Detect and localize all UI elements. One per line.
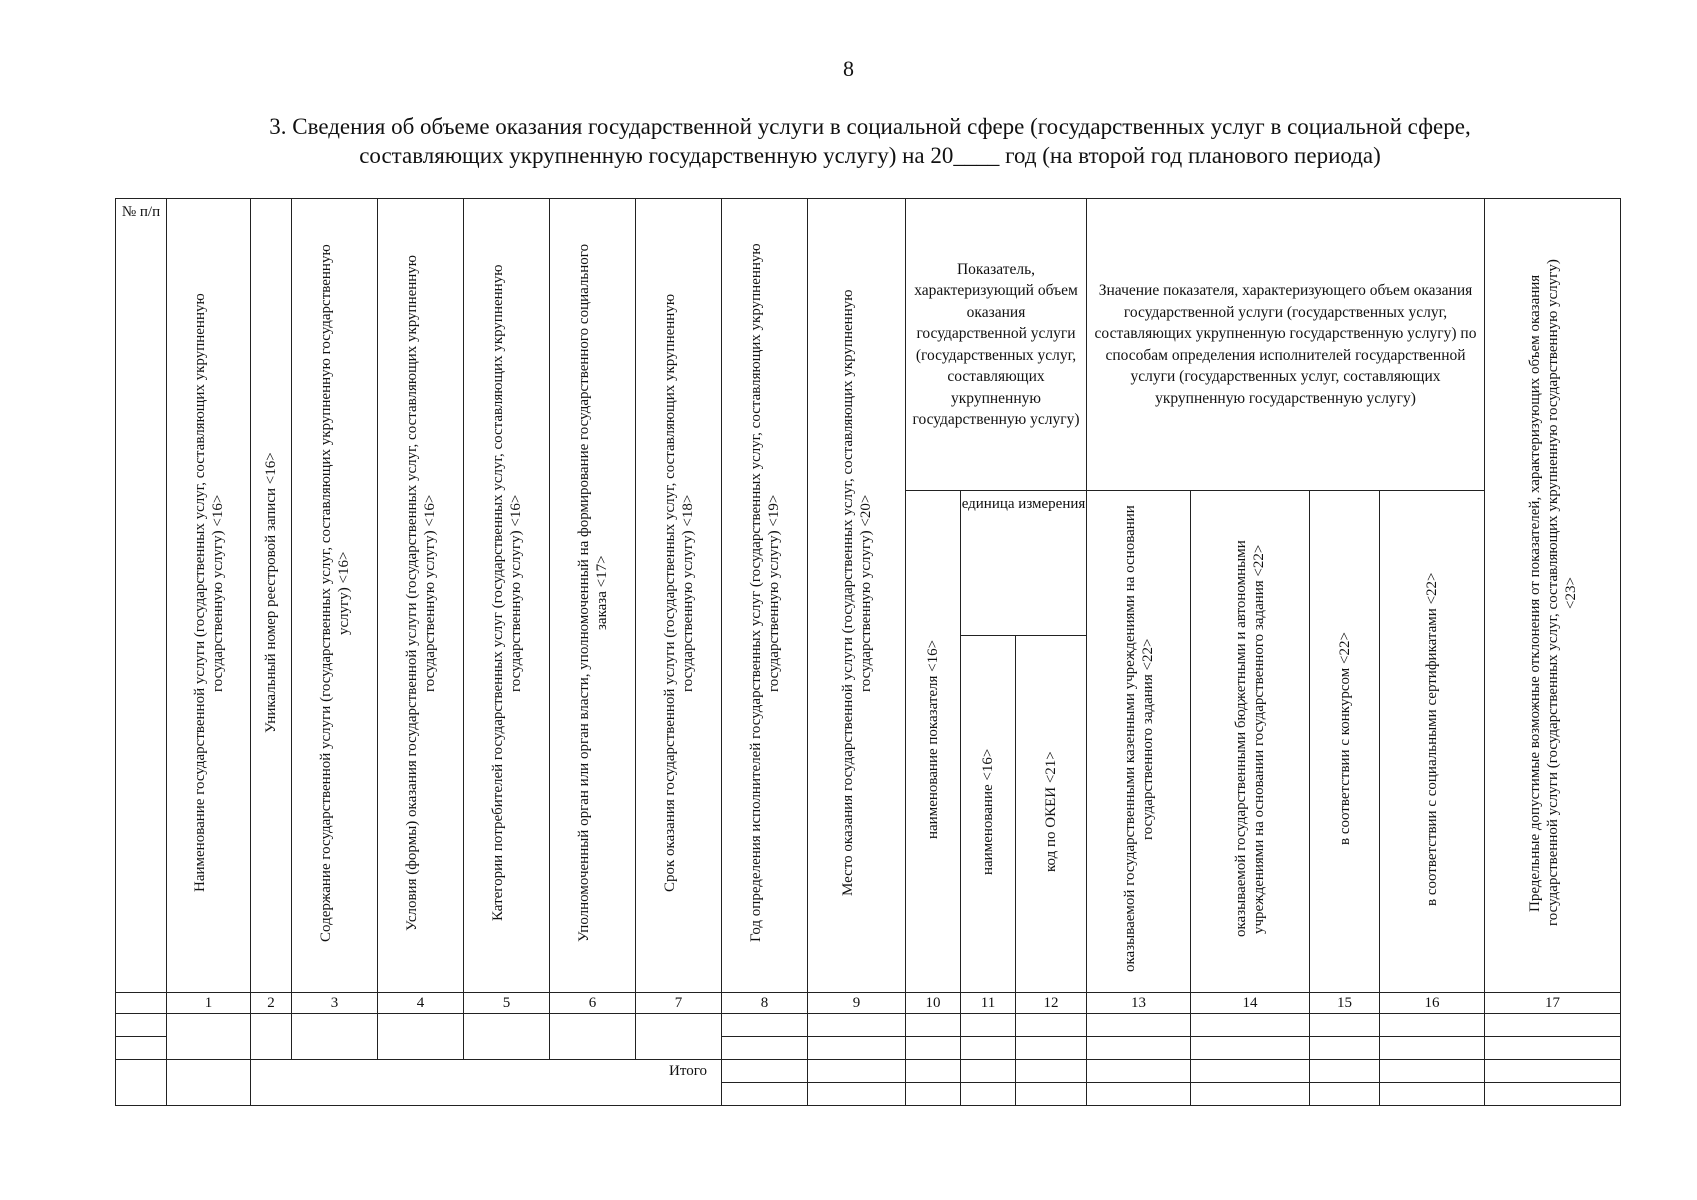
header-executor-year-text: Год определения исполнителей государственных услуг (государственных услуг, составляющих укрупненную государственную услугу) <19> [747, 243, 782, 943]
header-registry-number [251, 199, 292, 993]
table-cell [906, 1083, 961, 1106]
header-unit-name-text: наименование <16> [980, 748, 996, 875]
header-service-place-text: Место оказания государственной услуги (государственных услуг, составляющих укрупненную государственную услугу) <20> [839, 289, 874, 897]
column-number-cell: 2 [251, 993, 292, 1014]
header-by-contest-text: в соответствии с конкурсом <22> [1336, 632, 1353, 846]
table-cell [1087, 1014, 1191, 1037]
table-cell [1087, 1083, 1191, 1106]
header-indicator-name [906, 491, 961, 993]
header-indicator-name-text: наименование показателя <16> [925, 639, 941, 839]
header-indicator-group [906, 199, 1087, 491]
table-cell [378, 1014, 464, 1060]
table-cell [1191, 1037, 1310, 1060]
column-number-cell: 8 [722, 993, 808, 1014]
column-number-cell [116, 993, 167, 1014]
table-cell [1485, 1014, 1621, 1037]
header-okei-code [1016, 636, 1087, 993]
header-executor-year [722, 199, 808, 993]
column-number-cell: 17 [1485, 993, 1621, 1014]
table-cell [1191, 1014, 1310, 1037]
table-cell [1016, 1014, 1087, 1037]
table-cell [1016, 1060, 1087, 1083]
header-by-contest [1310, 491, 1380, 993]
section-title [150, 112, 1590, 170]
table-cell [1087, 1037, 1191, 1060]
table-cell [961, 1083, 1016, 1106]
header-by-certificates-text: в соответствии с социальными сертификатами <22> [1424, 572, 1441, 906]
table-cell [1016, 1083, 1087, 1106]
header-allowed-deviations [1485, 199, 1621, 993]
header-service-conditions-text: Условия (формы) оказания государственной услуги (государственных услуг, составляющих укрупненную государственную услугу) <16> [403, 255, 438, 932]
table-cell [1485, 1037, 1621, 1060]
table-cell [1310, 1083, 1380, 1106]
column-number-cell: 5 [464, 993, 550, 1014]
total-label: Итого [251, 1060, 722, 1083]
table-cell [722, 1060, 808, 1083]
table-cell [116, 1037, 167, 1060]
table-cell [167, 1060, 251, 1083]
header-okei-code-text: код по ОКЕИ <21> [1043, 751, 1059, 872]
header-service-term-text: Срок оказания государственной услуги (государственных услуг, составляющих укрупненную государственную услугу) <18> [661, 293, 696, 893]
table-cell [1310, 1037, 1380, 1060]
header-row-number: № п/п [116, 199, 167, 993]
header-consumer-categories [464, 199, 550, 993]
table-cell [251, 1014, 292, 1060]
header-unit-group: единица измерения [961, 491, 1087, 636]
header-consumer-categories-text: Категории потребителей государственных услуг (государственных услуг, составляющих укрупненную государственную услугу) <16> [489, 264, 524, 922]
section-title-line-1: 3. Сведения об объеме оказания государственной услуги в социальной сфере (государственных услуг в социальной сфере, [269, 114, 1471, 139]
header-service-name [167, 199, 251, 993]
table-cell [1380, 1014, 1485, 1037]
header-service-name-text: Наименование государственной услуги (государственных услуг, составляющих укрупненную государственную услугу) <16> [191, 293, 226, 893]
header-unit-name [961, 636, 1016, 993]
table-cell [808, 1037, 906, 1060]
column-number-cell: 1 [167, 993, 251, 1014]
table-cell [906, 1014, 961, 1037]
header-value-group-text: Значение показателя, характеризующего объем оказания государственной услуги (государственных услуг, составляющих укрупненную государственную услугу) по способам определения исполнителей государственной услуги (государственных услуг, составляющих укрупненную государственную услугу) [1094, 282, 1477, 407]
header-budget-institutions [1191, 491, 1310, 993]
header-allowed-deviations-text: Предельные допустимые возможные отклонения от показателей, характеризующих объем оказания государственной услуги (государственных услуг, составляющих укрупненную государственную услугу) <23> [1526, 259, 1579, 927]
table-cell [1016, 1037, 1087, 1060]
header-service-content [292, 199, 378, 993]
total-row [116, 1083, 1621, 1106]
table-cell [808, 1083, 906, 1106]
header-authorized-body-text: Уполномоченный орган или орган власти, уполномоченный на формирование государственного социального заказа <17> [575, 243, 610, 943]
table-cell [1310, 1060, 1380, 1083]
column-number-cell: 9 [808, 993, 906, 1014]
column-number-cell: 12 [1016, 993, 1087, 1014]
column-number-cell: 14 [1191, 993, 1310, 1014]
column-number-cell: 11 [961, 993, 1016, 1014]
table-cell [550, 1014, 636, 1060]
table-cell [1310, 1014, 1380, 1037]
table-cell [722, 1083, 808, 1106]
table-cell [1485, 1060, 1621, 1083]
table-cell [167, 1083, 251, 1106]
section-title-line-2: составляющих укрупненную государственную услугу) на 20____ год (на второй год планового периода) [359, 143, 1381, 168]
header-value-group [1087, 199, 1485, 491]
column-number-cell: 3 [292, 993, 378, 1014]
header-service-conditions [378, 199, 464, 993]
table-cell [961, 1014, 1016, 1037]
column-number-cell: 15 [1310, 993, 1380, 1014]
table-cell [906, 1060, 961, 1083]
header-by-certificates [1380, 491, 1485, 993]
table-cell [961, 1060, 1016, 1083]
table-cell [167, 1014, 251, 1060]
table-cell [1485, 1083, 1621, 1106]
total-row [116, 1060, 1621, 1083]
column-number-cell: 4 [378, 993, 464, 1014]
header-authorized-body [550, 199, 636, 993]
column-number-cell: 13 [1087, 993, 1191, 1014]
table-cell [722, 1014, 808, 1037]
table-cell [636, 1014, 722, 1060]
table-cell [906, 1037, 961, 1060]
table-cell [1380, 1083, 1485, 1106]
table-cell [1191, 1060, 1310, 1083]
header-budget-institutions-text: оказываемой государственными бюджетными и автономными учреждениями на основании государственного задания <22> [1233, 540, 1267, 938]
column-number-cell: 6 [550, 993, 636, 1014]
table-cell [722, 1037, 808, 1060]
header-state-institutions-text: оказываемой государственными казенными учреждениями на основании государственного задания <22> [1121, 505, 1156, 973]
table-row [116, 1014, 1621, 1037]
table-cell [1087, 1060, 1191, 1083]
table-cell [961, 1037, 1016, 1060]
table-cell [292, 1014, 378, 1060]
table-cell [1191, 1083, 1310, 1106]
table-cell [1380, 1037, 1485, 1060]
column-numbers-row [116, 993, 1621, 1014]
table-cell [1380, 1060, 1485, 1083]
table-cell [808, 1014, 906, 1037]
column-number-cell: 7 [636, 993, 722, 1014]
table-cell [116, 1083, 167, 1106]
table-cell [808, 1060, 906, 1083]
header-service-term [636, 199, 722, 993]
header-service-place [808, 199, 906, 993]
table-cell [116, 1014, 167, 1037]
table-cell [251, 1083, 722, 1106]
column-number-cell: 16 [1380, 993, 1485, 1014]
header-state-institutions [1087, 491, 1191, 993]
header-registry-number-text: Уникальный номер реестровой записи <16> [263, 452, 279, 734]
volume-indicators-table [115, 198, 1621, 1106]
table-cell [464, 1014, 550, 1060]
header-indicator-group-text: Показатель, характеризующий объем оказания государственной услуги (государственных услуг, составляющих укрупненную государственную услугу) [912, 260, 1080, 428]
table-cell [116, 1060, 167, 1083]
page-number: 8 [843, 56, 854, 81]
header-service-content-text: Содержание государственной услуги (государственных услуг, составляющих укрупненную государственную услугу) <16> [317, 244, 352, 942]
column-number-cell: 10 [906, 993, 961, 1014]
